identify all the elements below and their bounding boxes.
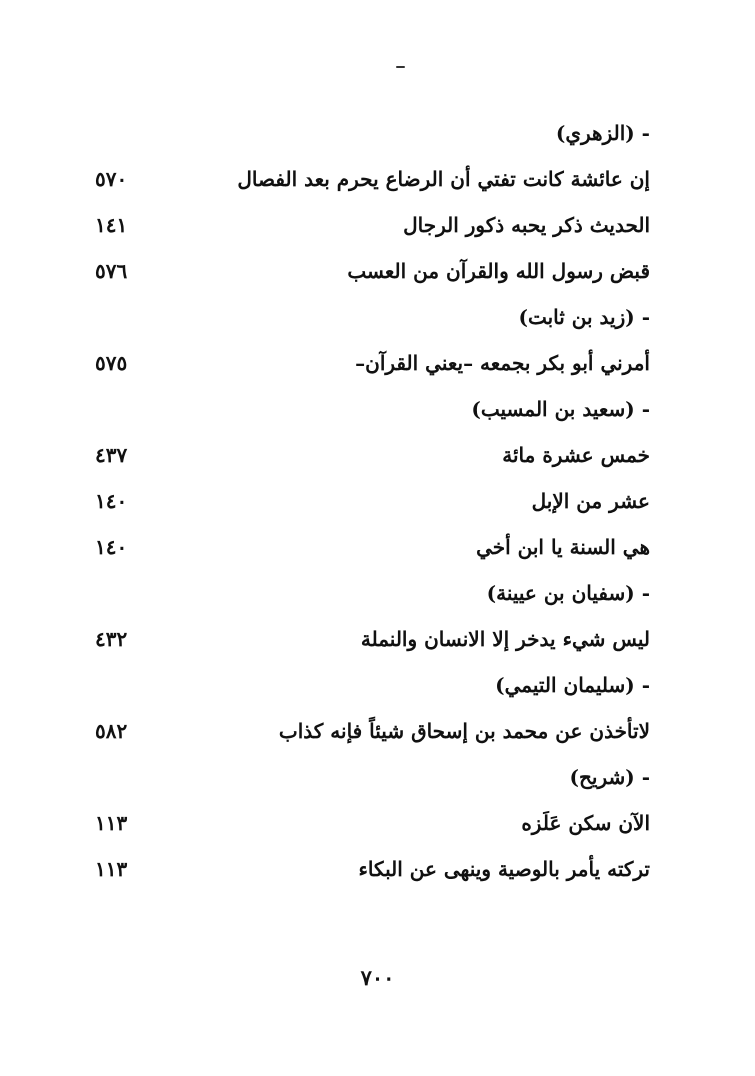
narrator-heading [0, 297, 755, 343]
hadith-text: تركته يأمر بالوصية وينهى عن البكاء [358, 857, 650, 881]
page-reference: ١١٣ [95, 857, 128, 881]
page-reference: ١١٣ [95, 811, 128, 835]
index-row [0, 849, 755, 895]
hadith-text: خمس عشرة مائة [502, 443, 650, 467]
heading-text: - (شريح) [569, 765, 650, 789]
page-reference: ١٤١ [95, 213, 128, 237]
narrator-heading [0, 389, 755, 435]
narrator-heading [0, 113, 755, 159]
heading-text: - (سعيد بن المسيب) [471, 397, 650, 421]
page-reference: ٥٧٥ [95, 351, 128, 375]
index-row [0, 481, 755, 527]
page-reference: ٥٨٢ [95, 719, 128, 743]
page-reference: ١٤٠ [95, 489, 128, 513]
top-mark [396, 66, 405, 68]
hadith-text: هي السنة يا ابن أخي [476, 535, 650, 559]
index-list [0, 113, 755, 895]
hadith-text: الحديث ذكر يحبه ذكور الرجال [403, 213, 650, 237]
page-reference: ٥٧٠ [95, 167, 128, 191]
index-row [0, 205, 755, 251]
page-reference: ١٤٠ [95, 535, 128, 559]
narrator-heading [0, 665, 755, 711]
page-reference: ٤٣٧ [95, 443, 128, 467]
page-number: ٧٠٠ [360, 965, 395, 990]
index-row [0, 619, 755, 665]
index-row [0, 159, 755, 205]
hadith-text: أمرني أبو بكر بجمعه –يعني القرآن– [355, 351, 650, 375]
page-reference: ٥٧٦ [95, 259, 128, 283]
index-row [0, 711, 755, 757]
index-row [0, 803, 755, 849]
index-row [0, 527, 755, 573]
narrator-heading [0, 573, 755, 619]
hadith-text: ليس شيء يدخر إلا الانسان والنملة [360, 627, 650, 651]
index-row [0, 343, 755, 389]
heading-text: - (سليمان التيمي) [495, 673, 650, 697]
heading-text: - (الزهري) [555, 121, 650, 145]
heading-text: - (زيد بن ثابت) [518, 305, 650, 329]
hadith-text: الآن سكن عَلَزه [521, 811, 650, 835]
narrator-heading [0, 757, 755, 803]
hadith-text: إن عائشة كانت تفتي أن الرضاع يحرم بعد الفصال [237, 167, 650, 191]
hadith-text: قبض رسول الله والقرآن من العسب [347, 259, 650, 283]
heading-text: - (سفيان بن عيينة) [486, 581, 650, 605]
index-row [0, 435, 755, 481]
hadith-text: عشر من الإبل [531, 489, 650, 513]
hadith-text: لاتأخذن عن محمد بن إسحاق شيئاً فإنه كذاب [278, 719, 650, 743]
index-row [0, 251, 755, 297]
page-reference: ٤٣٢ [95, 627, 128, 651]
